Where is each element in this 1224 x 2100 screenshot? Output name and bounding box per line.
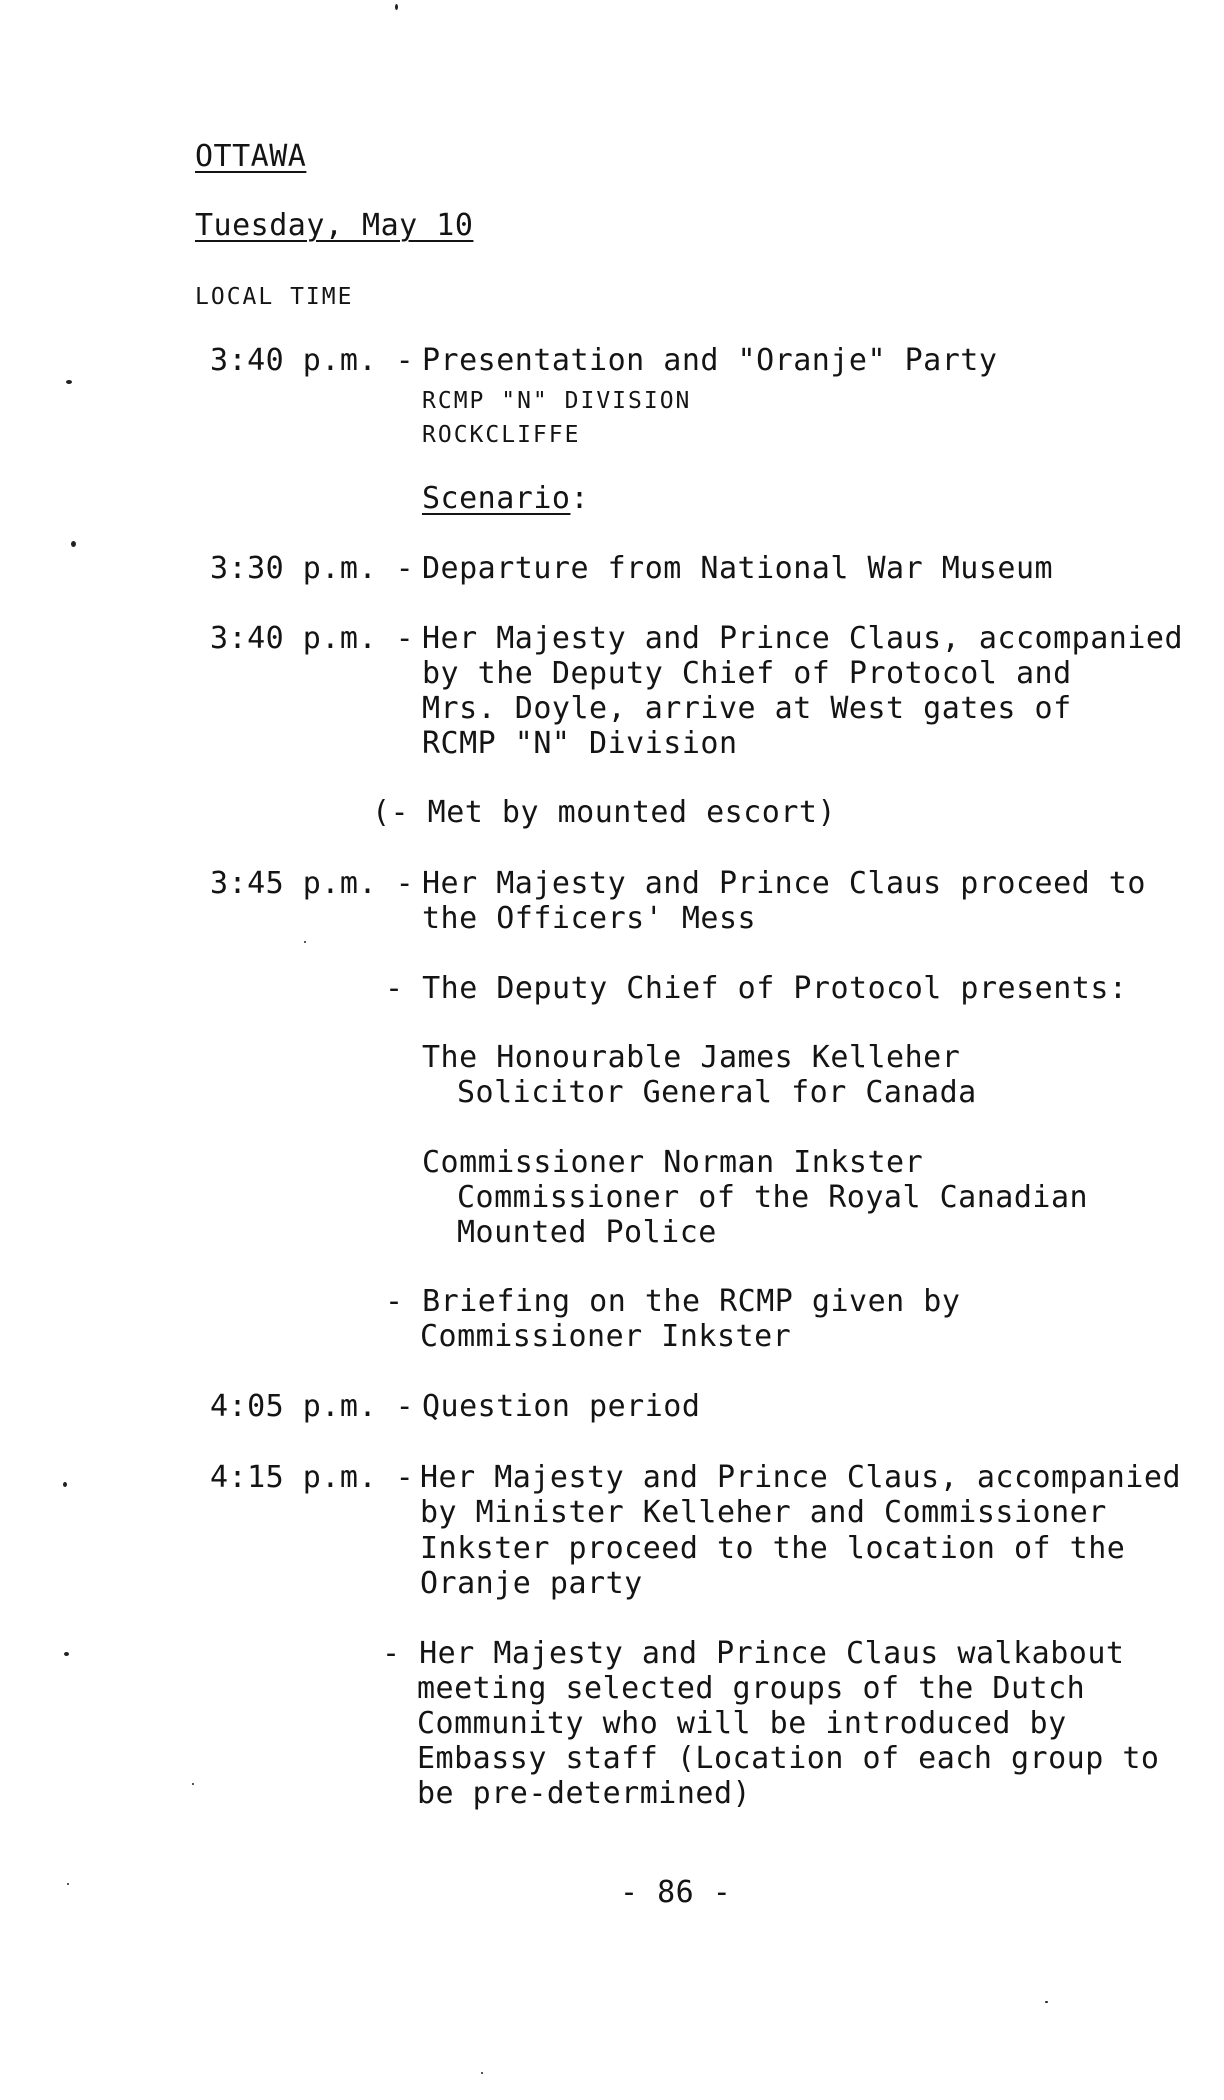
scan-speck [395,4,398,10]
scan-speck [71,541,76,547]
scan-speck [481,2072,483,2074]
presentee-title: Commissioner of the Royal Canadian [457,1180,1089,1215]
overview-title: Presentation and "Oranje" Party [422,343,998,378]
local-time-label: LOCAL TIME [195,284,354,310]
event-text: RCMP "N" Division [422,726,738,761]
event-text: by Minister Kelleher and Commissioner [420,1495,1107,1530]
scan-speck [192,1783,194,1785]
scan-speck [64,1652,69,1656]
event-text: the Officers' Mess [422,901,757,936]
scan-speck [67,1883,69,1885]
event-subitem: - Her Majesty and Prince Claus walkabout [382,1636,1125,1671]
event-subitem: meeting selected groups of the Dutch [417,1671,1086,1706]
event-subitem: - The Deputy Chief of Protocol presents: [385,971,1128,1006]
scan-speck [1045,2001,1048,2003]
event-subitem: Embassy staff (Location of each group to [417,1741,1160,1776]
page-number: - 86 - [620,1875,732,1910]
event-subitem: be pre-determined) [417,1776,752,1811]
event-text: Departure from National War Museum [422,551,1054,586]
event-text: Her Majesty and Prince Claus proceed to [422,866,1146,901]
event-text: Oranje party [420,1566,643,1601]
city-heading: OTTAWA [195,139,307,174]
scan-speck [304,941,306,943]
scan-speck [66,380,72,384]
presentee-title: Mounted Police [457,1215,717,1250]
event-text: Her Majesty and Prince Claus, accompanied [420,1460,1182,1495]
presentee-name: Commissioner Norman Inkster [422,1145,924,1180]
event-subitem: - Briefing on the RCMP given by [385,1284,961,1319]
overview-place: ROCKCLIFFE [422,422,581,448]
overview-unit: RCMP "N" DIVISION [422,388,692,414]
event-text: Mrs. Doyle, arrive at West gates of [422,691,1072,726]
event-text: by the Deputy Chief of Protocol and [422,656,1072,691]
event-time: 4:05 p.m. - [210,1389,415,1424]
date-heading: Tuesday, May 10 [195,208,474,243]
event-subitem: Commissioner Inkster [420,1319,792,1354]
event-time: 3:30 p.m. - [210,551,415,586]
event-text: Her Majesty and Prince Claus, accompanied [422,621,1184,656]
event-time: 4:15 p.m. - [210,1460,415,1495]
event-time: 3:45 p.m. - [210,866,415,901]
scenario-heading-text: Scenario [422,481,571,516]
scan-speck [63,1482,67,1487]
event-subitem: Community who will be introduced by [417,1706,1067,1741]
presentee-name: The Honourable James Kelleher [422,1040,961,1075]
overview-time: 3:40 p.m. - [210,343,415,378]
event-note: (- Met by mounted escort) [372,795,837,830]
event-text: Question period [422,1389,701,1424]
scenario-heading-colon: : [570,481,590,516]
event-text: Inkster proceed to the location of the [420,1531,1126,1566]
scenario-heading [422,482,589,516]
presentee-title: Solicitor General for Canada [457,1075,977,1110]
event-time: 3:40 p.m. - [210,621,415,656]
